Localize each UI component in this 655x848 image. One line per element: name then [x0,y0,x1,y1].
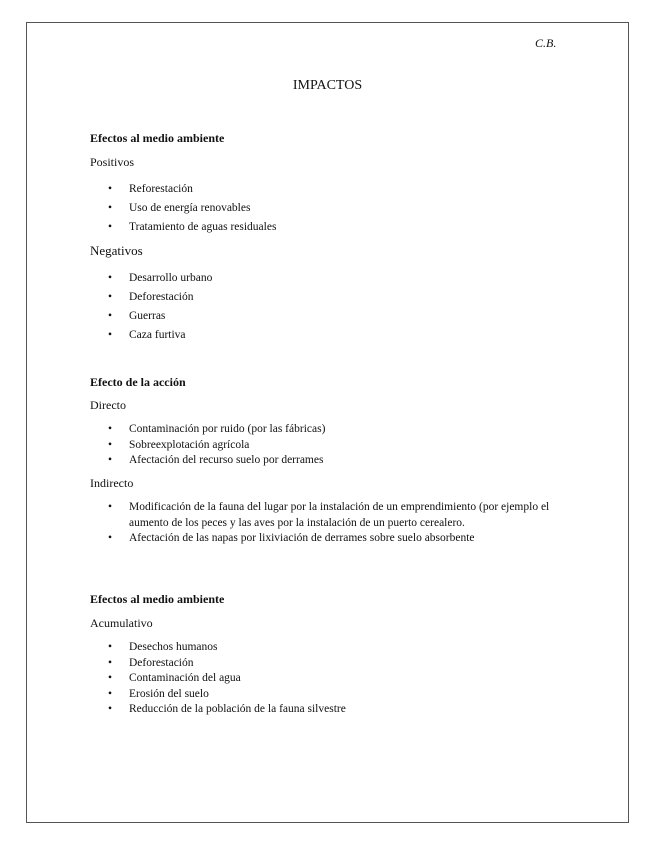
list-item: • Contaminación por ruido (por las fábricas) [108,422,325,438]
section1-heading: Efectos al medio ambiente [90,131,225,145]
list-item: • Caza furtiva [108,326,212,345]
directo-label: Directo [90,398,126,412]
list-item: • Uso de energía renovables [108,199,276,218]
list-item: • Reforestación [108,180,276,199]
list-item: • Deforestación [108,656,346,672]
list-item: • Modificación de la fauna del lugar por la instalación de un emprendimiento (por ejemplo el aumento de los peces y las aves por la instalación de un puerto cerealero. [108,500,578,531]
negativos-list [108,269,212,345]
negativos-label: Negativos [90,243,143,258]
list-item: • Tratamiento de aguas residuales [108,218,276,237]
list-item: • Deforestación [108,288,212,307]
positivos-label: Positivos [90,155,135,169]
author-initials: C.B. [535,36,557,50]
section3-heading: Efectos al medio ambiente [90,592,225,606]
list-item: • Sobreexplotación agrícola [108,438,325,454]
section2-heading: Efecto de la acción [90,375,186,389]
list-item: • Contaminación del agua [108,671,346,687]
list-item: • Desarrollo urbano [108,269,212,288]
list-item: • Erosión del suelo [108,687,346,703]
list-item: • Guerras [108,307,212,326]
list-item: • Reducción de la población de la fauna silvestre [108,702,346,718]
acumulativo-list [108,640,346,718]
indirecto-list [108,500,578,547]
positivos-list [108,180,276,237]
indirecto-label: Indirecto [90,476,134,490]
list-item: • Desechos humanos [108,640,346,656]
list-item: • Afectación del recurso suelo por derrames [108,453,325,469]
directo-list [108,422,325,469]
list-item: • Afectación de las napas por lixiviación de derrames sobre suelo absorbente [108,531,578,547]
acumulativo-label: Acumulativo [90,616,153,630]
page-title: IMPACTOS [292,78,363,93]
